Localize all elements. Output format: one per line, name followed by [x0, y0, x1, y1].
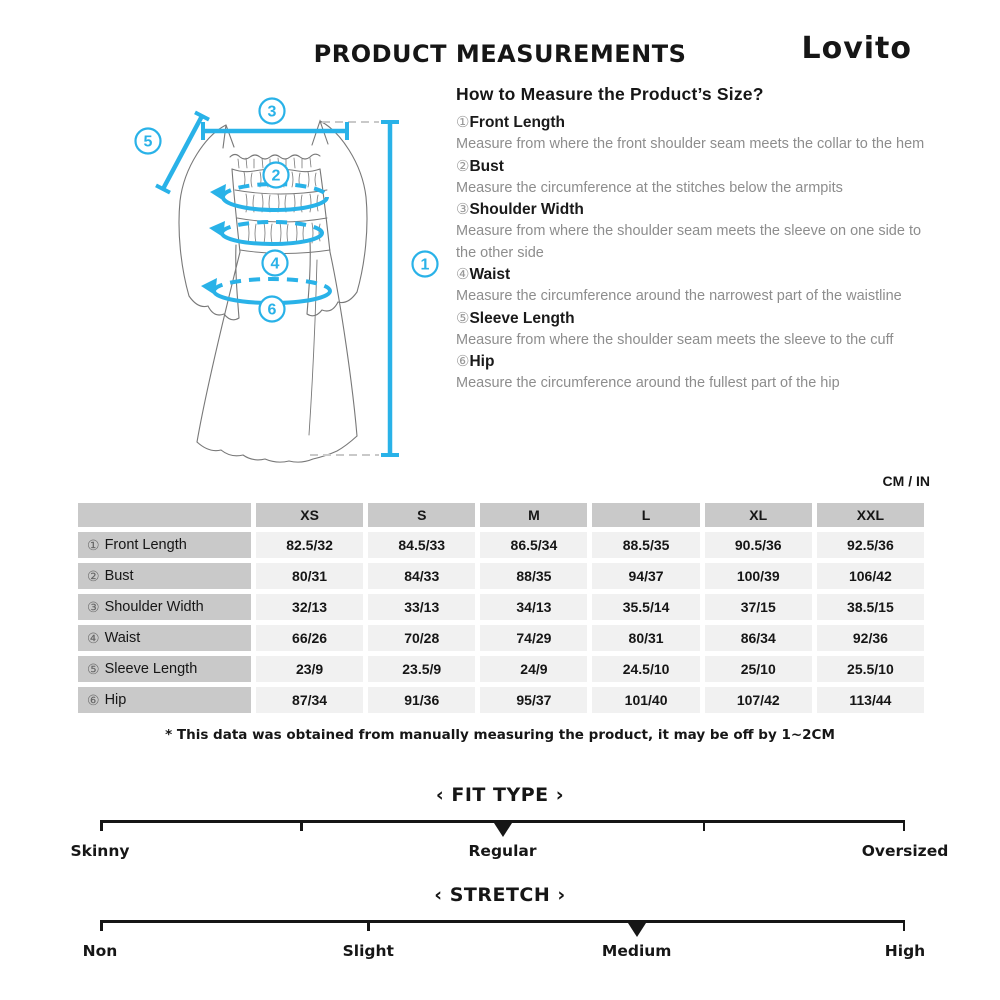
- row-label-hip: ⑥ Hip: [78, 687, 251, 713]
- value-cell: 87/34: [256, 687, 363, 713]
- instruction-desc: Measure the circumference around the narrowest part of the waistline: [456, 288, 902, 304]
- value-cell: 34/13: [480, 594, 587, 620]
- instruction-num: ⑤: [456, 309, 470, 327]
- instruction-desc: Measure from where the shoulder seam meets the sleeve on one side to the other side: [456, 223, 922, 261]
- scale-line: [100, 920, 905, 923]
- value-cell: 84/33: [368, 563, 475, 589]
- column-header-m: M: [480, 503, 587, 527]
- column-header-l: L: [592, 503, 699, 527]
- value-cell: 86/34: [705, 625, 812, 651]
- value-cell: 35.5/14: [592, 594, 699, 620]
- instruction-num: ⑥: [456, 353, 470, 370]
- stretch-title: ‹ STRETCH ›: [434, 884, 566, 906]
- row-num: ③: [87, 598, 100, 615]
- value-cell: 101/40: [592, 687, 699, 713]
- value-cell: 25/10: [705, 656, 812, 682]
- row-num: ⑤: [87, 660, 100, 677]
- instruction-item: [456, 351, 934, 395]
- scale-tick: [300, 820, 303, 831]
- row-num: ①: [87, 536, 100, 553]
- value-cell: 66/26: [256, 625, 363, 651]
- value-cell: 80/31: [592, 625, 699, 651]
- value-cell: 86.5/34: [480, 532, 587, 558]
- value-cell: 95/37: [480, 687, 587, 713]
- instruction-num: ④: [456, 266, 470, 283]
- column-header-blank: [78, 503, 251, 527]
- stretch-marker: [628, 923, 646, 937]
- value-cell: 32/13: [256, 594, 363, 620]
- dress-measurement-diagram: [120, 85, 450, 480]
- stretch-label-medium: Medium: [601, 942, 672, 960]
- instruction-desc: Measure from where the shoulder seam meets the sleeve to the cuff: [456, 331, 894, 348]
- stretch-label-high: High: [884, 942, 926, 960]
- instruction-num: ②: [456, 157, 470, 175]
- scale-tick: [903, 820, 906, 831]
- column-header-xxl: XXL: [817, 503, 924, 527]
- row-num: ②: [87, 567, 100, 584]
- scale-tick: [903, 920, 906, 931]
- instruction-title: ④Waist: [456, 266, 511, 283]
- value-cell: 82.5/32: [256, 532, 363, 558]
- fit-type-scale: [70, 820, 949, 866]
- instruction-item: [456, 308, 934, 352]
- callout-front-length: 1: [420, 256, 430, 274]
- scale-tick: [367, 920, 370, 931]
- row-label-front-length: ① Front Length: [78, 532, 251, 558]
- scale-tick: [703, 820, 706, 831]
- column-header-s: S: [368, 503, 475, 527]
- value-cell: 88.5/35: [592, 532, 699, 558]
- row-num: ⑥: [87, 691, 100, 708]
- table-footnote: * This data was obtained from manually measuring the product, it may be off by 1~2CM: [165, 727, 835, 743]
- callout-shoulder-width: 3: [267, 103, 277, 121]
- value-cell: 92.5/36: [817, 532, 924, 558]
- instruction-item: [456, 112, 934, 156]
- instruction-desc: Measure the circumference at the stitches below the armpits: [456, 179, 843, 196]
- ellipse-arrowheads: [201, 184, 226, 295]
- fit-type-label-oversized: Oversized: [861, 842, 949, 860]
- value-cell: 23/9: [256, 656, 363, 682]
- value-cell: 24.5/10: [592, 656, 699, 682]
- value-cell: 25.5/10: [817, 656, 924, 682]
- size-table: [78, 503, 924, 713]
- row-label-waist: ④ Waist: [78, 625, 251, 651]
- column-header-xl: XL: [705, 503, 812, 527]
- value-cell: 113/44: [817, 687, 924, 713]
- row-num: ④: [87, 629, 100, 646]
- instruction-item: [456, 264, 934, 308]
- instruction-num: ③: [456, 201, 470, 218]
- instruction-item: [456, 156, 934, 200]
- value-cell: 38.5/15: [817, 594, 924, 620]
- value-cell: 84.5/33: [368, 532, 475, 558]
- page-title: PRODUCT MEASUREMENTS: [313, 40, 687, 68]
- instruction-title: ③Shoulder Width: [456, 201, 584, 218]
- instruction-title: ⑥Hip: [456, 353, 495, 370]
- instruction-desc: Measure from where the front shoulder seam meets the collar to the hem: [456, 136, 925, 152]
- callout-bust: 2: [271, 167, 281, 185]
- callout-sleeve-length: 5: [143, 133, 153, 151]
- stretch-scale: [82, 920, 926, 966]
- value-cell: 107/42: [705, 687, 812, 713]
- brand-logo: Lovito: [801, 31, 912, 66]
- value-cell: 23.5/9: [368, 656, 475, 682]
- value-cell: 90.5/36: [705, 532, 812, 558]
- value-cell: 88/35: [480, 563, 587, 589]
- value-cell: 91/36: [368, 687, 475, 713]
- instruction-title: ②Bust: [456, 157, 504, 175]
- fit-type-label-regular: Regular: [468, 842, 537, 860]
- unit-label: CM / IN: [882, 473, 930, 489]
- callout-waist: 4: [270, 255, 280, 273]
- value-cell: 94/37: [592, 563, 699, 589]
- stretch-label-slight: Slight: [342, 942, 394, 960]
- callout-hip: 6: [267, 301, 277, 319]
- value-cell: 74/29: [480, 625, 587, 651]
- fit-type-marker: [494, 823, 512, 837]
- how-to-measure-heading: How to Measure the Product’s Size?: [456, 84, 764, 104]
- value-cell: 37/15: [705, 594, 812, 620]
- value-cell: 92/36: [817, 625, 924, 651]
- instruction-title: ⑤Sleeve Length: [456, 309, 575, 327]
- row-label-bust: ② Bust: [78, 563, 251, 589]
- how-to-measure-section: [456, 84, 934, 395]
- value-cell: 33/13: [368, 594, 475, 620]
- scale-tick: [100, 820, 103, 831]
- instruction-num: ①: [456, 114, 470, 131]
- instruction-title: ①Front Length: [456, 114, 566, 131]
- row-label-shoulder-width: ③ Shoulder Width: [78, 594, 251, 620]
- stretch-label-non: Non: [82, 942, 118, 960]
- column-header-xs: XS: [256, 503, 363, 527]
- value-cell: 24/9: [480, 656, 587, 682]
- scale-tick: [100, 920, 103, 931]
- instruction-item: [456, 199, 934, 264]
- value-cell: 100/39: [705, 563, 812, 589]
- row-label-sleeve-length: ⑤ Sleeve Length: [78, 656, 251, 682]
- value-cell: 106/42: [817, 563, 924, 589]
- instruction-desc: Measure the circumference around the fullest part of the hip: [456, 375, 840, 391]
- value-cell: 70/28: [368, 625, 475, 651]
- value-cell: 80/31: [256, 563, 363, 589]
- fit-type-title: ‹ FIT TYPE ›: [435, 784, 565, 806]
- fit-type-label-skinny: Skinny: [70, 842, 130, 860]
